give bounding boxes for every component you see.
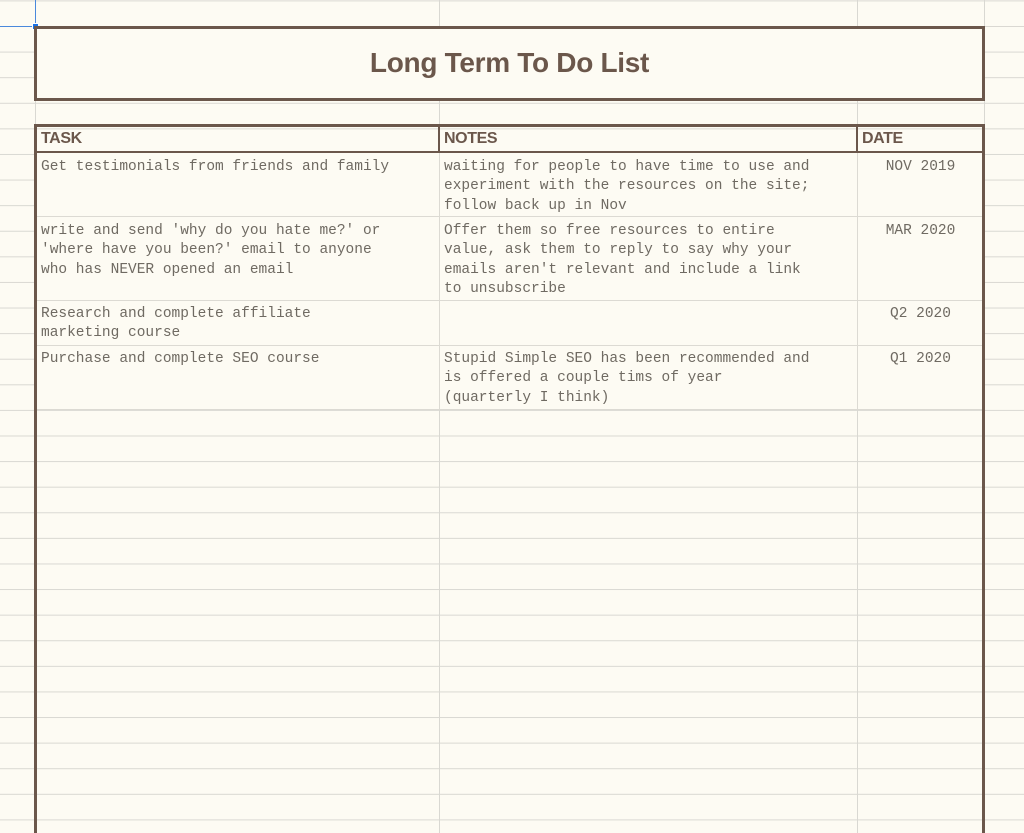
table-border — [438, 124, 440, 153]
date-cell[interactable]: Q2 2020 — [890, 306, 951, 322]
notes-cell[interactable]: Stupid Simple SEO has been recommended and is offered a couple tims of year (quarterly I think) — [444, 351, 810, 406]
task-cell[interactable]: Get testimonials from friends and family — [41, 159, 390, 175]
task-cell[interactable]: write and send 'why do you hate me?' or 'where have you been?' email to anyone who has NEVER opened an email — [41, 223, 381, 278]
row-divider — [36, 216, 983, 217]
column-header-date[interactable]: DATE — [862, 130, 903, 147]
date-cell[interactable]: NOV 2019 — [885, 159, 956, 175]
table-border — [34, 124, 37, 833]
row-divider — [36, 409, 983, 410]
task-cell[interactable]: Purchase and complete SEO course — [41, 351, 320, 367]
table-border — [856, 124, 858, 153]
notes-cell[interactable]: Offer them so free resources to entire value, ask them to reply to say why your emails aren't relevant and include a link to unsubscribe — [444, 223, 801, 297]
cell-selection-outline — [0, 26, 35, 27]
title-cell[interactable] — [34, 26, 985, 101]
table-border — [34, 124, 985, 127]
date-cell[interactable]: Q1 2020 — [890, 351, 951, 367]
page-title: Long Term To Do List — [369, 47, 650, 78]
column-divider — [439, 153, 440, 410]
task-cell[interactable]: Research and complete affiliate marketing course — [41, 306, 311, 342]
row-divider — [36, 300, 983, 301]
table-border — [34, 151, 985, 153]
column-header-task[interactable]: TASK — [41, 130, 82, 147]
row-divider — [36, 345, 983, 346]
column-divider — [857, 153, 858, 410]
column-header-notes[interactable]: NOTES — [444, 130, 498, 147]
date-cell[interactable]: MAR 2020 — [885, 223, 956, 239]
notes-cell[interactable]: waiting for people to have time to use and experiment with the resources on the site; follow back up in Nov — [444, 159, 810, 214]
